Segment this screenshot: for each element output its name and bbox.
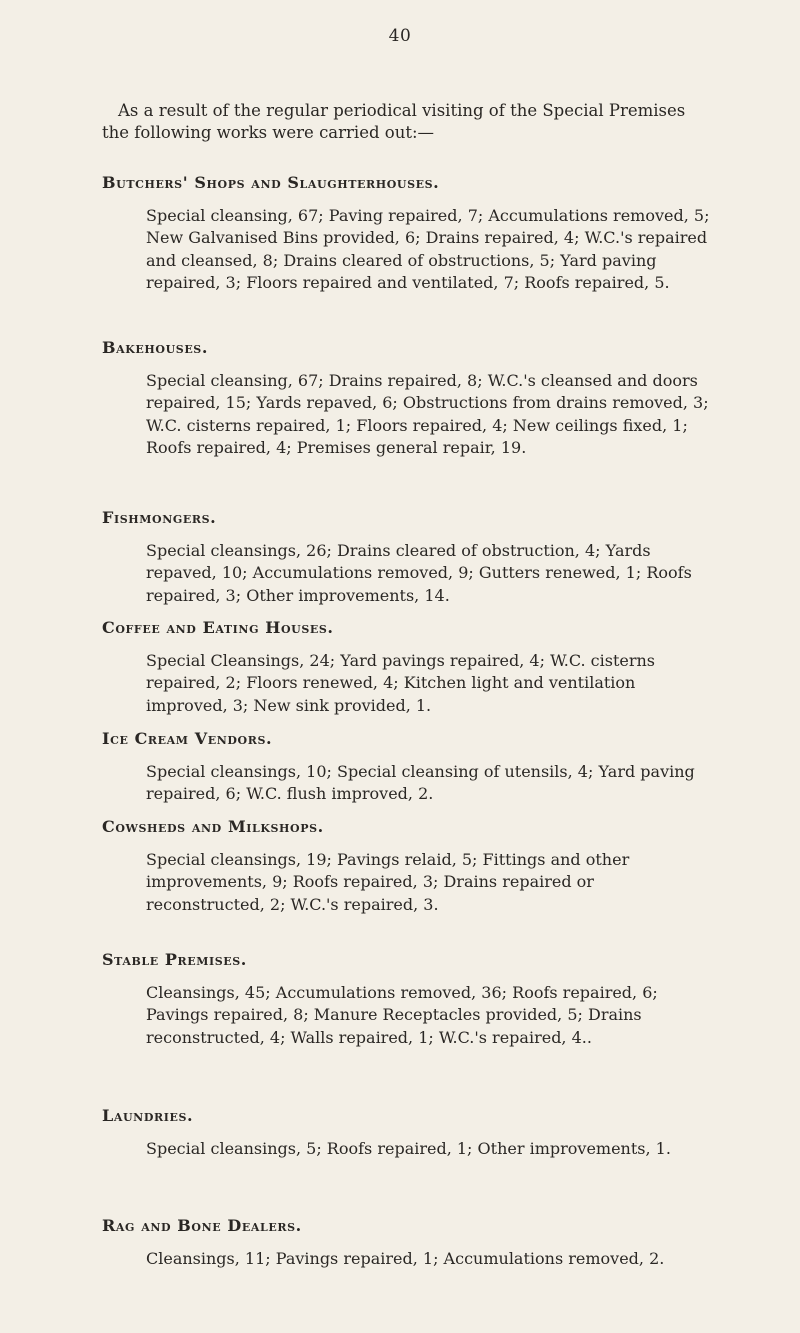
section-body-cowsheds: Special cleansings, 19; Pavings relaid, 5; Fittings and other improvements, 9; Roofs repaired, 3; Drains repaired or reconstructed, 2; W.C.'s repaired, 3. (146, 850, 630, 914)
section-heading-fishmongers: Fishmongers. (102, 508, 217, 527)
section-body-rag-bone: Cleansings, 11; Pavings repaired, 1; Accumulations removed, 2. (146, 1249, 665, 1268)
section-body-fishmongers: Special cleansings, 26; Drains cleared of obstruction, 4; Yards repaved, 10; Accumulations removed, 9; Gutters renewed, 1; Roofs repaired, 3; Other improvements, 14. (146, 541, 692, 605)
section-heading-cowsheds: Cowsheds and Milkshops. (102, 817, 324, 836)
section-heading-stables: Stable Premises. (102, 950, 247, 969)
section-heading-ice-cream: Ice Cream Vendors. (102, 729, 273, 748)
section-body-ice-cream: Special cleansings, 10; Special cleansing of utensils, 4; Yard paving repaired, 6; W.C. flush improved, 2. (146, 762, 695, 804)
section-body-laundries: Special cleansings, 5; Roofs repaired, 1; Other improvements, 1. (146, 1139, 671, 1158)
section-heading-laundries: Laundries. (102, 1106, 194, 1125)
section-body-bakehouses: Special cleansing, 67; Drains repaired, 8; W.C.'s cleansed and doors repaired, 15; Yards repaved, 6; Obstructions from drains removed, 3; W.C. cisterns repaired, 1; Floors repaired, 4; New ceilings fixed, 1; Roofs repaired, 4; Premises general repair, 19. (146, 371, 709, 457)
section-body-butchers: Special cleansing, 67; Paving repaired, 7; Accumulations removed, 5; New Galvanised Bins provided, 6; Drains repaired, 4; W.C.'s repaired and cleansed, 8; Drains cleared of obstructions, 5; Yard paving repaired, 3; Floors repaired and ventilated, 7; Roofs repaired, 5. (146, 206, 710, 292)
section-heading-coffee-houses: Coffee and Eating Houses. (102, 618, 334, 637)
section-body-coffee-houses: Special Cleansings, 24; Yard pavings repaired, 4; W.C. cisterns repaired, 2; Floors renewed, 4; Kitchen light and ventilation improved, 3; New sink provided, 1. (146, 651, 656, 715)
page-number: 40 (388, 26, 412, 46)
section-heading-rag-bone: Rag and Bone Dealers. (102, 1216, 302, 1235)
section-body-stables: Cleansings, 45; Accumulations removed, 36; Roofs repaired, 6; Pavings repaired, 8; Manure Receptacles provided, 5; Drains reconstructed, 4; Walls repaired, 1; W.C.'s repaired, 4.. (146, 983, 658, 1047)
section-heading-butchers: Butchers' Shops and Slaughterhouses. (102, 173, 440, 192)
section-heading-bakehouses: Bakehouses. (102, 338, 209, 357)
intro-paragraph: As a result of the regular periodical visiting of the Special Premises the following works were carried out:— (102, 101, 686, 142)
